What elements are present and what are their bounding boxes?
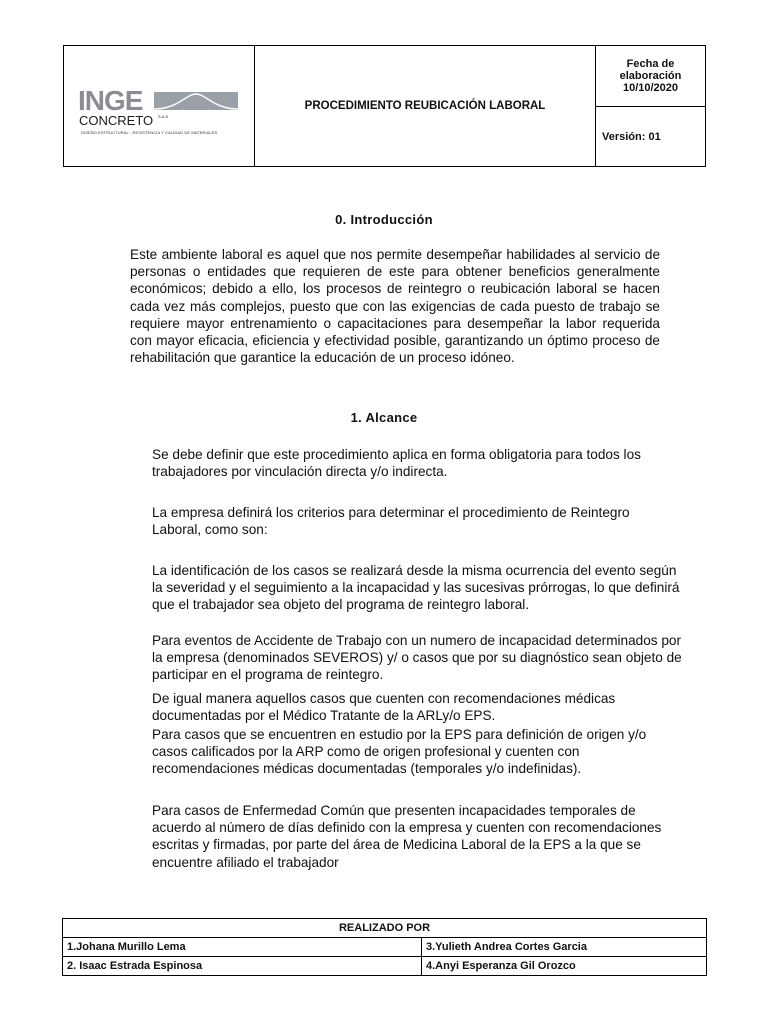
alcance-paragraph-6: Para casos que se encuentren en estudio por la EPS para definición de origen y/o casos calificados por la ARP como de origen profesional y cuenten con recomendaciones médicas documentadas (temporales y/o indefinidas). xyxy=(152,727,647,777)
document-title: PROCEDIMIENTO REUBICACIÓN LABORAL xyxy=(255,46,596,167)
authors-table xyxy=(62,918,707,976)
alcance-paragraph-2: La empresa definirá los criterios para determinar el procedimiento de Reintegro Laboral, como son: xyxy=(152,505,630,538)
author-cell: 1.Johana Murillo Lema xyxy=(63,938,422,957)
author-cell: 4.Anyi Esperanza Gil Orozco xyxy=(422,957,707,976)
alcance-paragraph-5: De igual manera aquellos casos que cuenten con recomendaciones médicas documentadas por el Médico Tratante de la ARLy/o EPS. xyxy=(152,691,616,724)
version-cell xyxy=(596,107,706,167)
author-cell: 3.Yulieth Andrea Cortes Garcia xyxy=(422,938,707,957)
alcance-heading: 1. Alcance xyxy=(350,410,418,425)
intro-paragraph: Este ambiente laboral es aquel que nos permite desempeñar habilidades al servicio de personas o entidades que requieren de este para obtener beneficios generalmente económicos; debido a ello, los procesos de reintegro o reubicación laboral se hacen cada vez más complejos, puesto que con las exigencias de cada puesto de trabajo se requiere mayor entrenamiento o capacitaciones para desempeñar la labor requerida con mayor eficacia, eficiencia y efectividad posible, garantizando un óptimo proceso de rehabilitación que garantice la educación de un proceso idóneo. xyxy=(130,247,660,366)
date-value: 10/10/2020 xyxy=(622,82,679,94)
version-label: Versión: 01 xyxy=(602,130,661,143)
alcance-paragraph-3: La identificación de los casos se realizará desde la misma ocurrencia del evento según la severidad y el seguimiento a la incapacidad y las sucesivas prórrogas, lo que definirá que el trabajador sea objeto del programa de reintegro laboral. xyxy=(152,563,680,613)
alcance-paragraph-1: Se debe definir que este procedimiento aplica en forma obligatoria para todos los trabajadores por vinculación directa y/o indirecta. xyxy=(152,447,641,480)
document-header xyxy=(63,45,706,167)
alcance-paragraph-7: Para casos de Enfermedad Común que presenten incapacidades temporales de acuerdo al número de días definido con la empresa y cuenten con recomendaciones escritas y firmadas, por parte del área de Medicina Laboral de la EPS a la que se encuentre afiliado el trabajador xyxy=(152,803,662,870)
intro-heading: 0. Introducción xyxy=(335,212,433,227)
logo-suffix: S.A.S xyxy=(158,114,169,119)
logo-graphic xyxy=(78,88,256,130)
author-cell: 2. Isaac Estrada Espinosa xyxy=(63,957,422,976)
logo-cell xyxy=(64,46,255,167)
company-logo xyxy=(64,46,254,166)
authors-heading: REALIZADO POR xyxy=(63,919,707,938)
date-cell xyxy=(596,46,706,107)
logo-brand-top: INGE xyxy=(78,88,143,116)
alcance-paragraph-4: Para eventos de Accidente de Trabajo con un numero de incapacidad determinados por la empresa (denominados SEVEROS) y/ o casos que por su diagnóstico sean objeto de participar en el programa de reintegro. xyxy=(152,633,682,683)
logo-tagline: DISEÑO ESTRUCTURAL - RESISTENCIA Y CALIDAD DE MATERIALES xyxy=(81,130,218,135)
logo-brand-bottom: CONCRETO xyxy=(79,113,154,128)
date-label: Fecha de elaboración xyxy=(619,58,682,82)
